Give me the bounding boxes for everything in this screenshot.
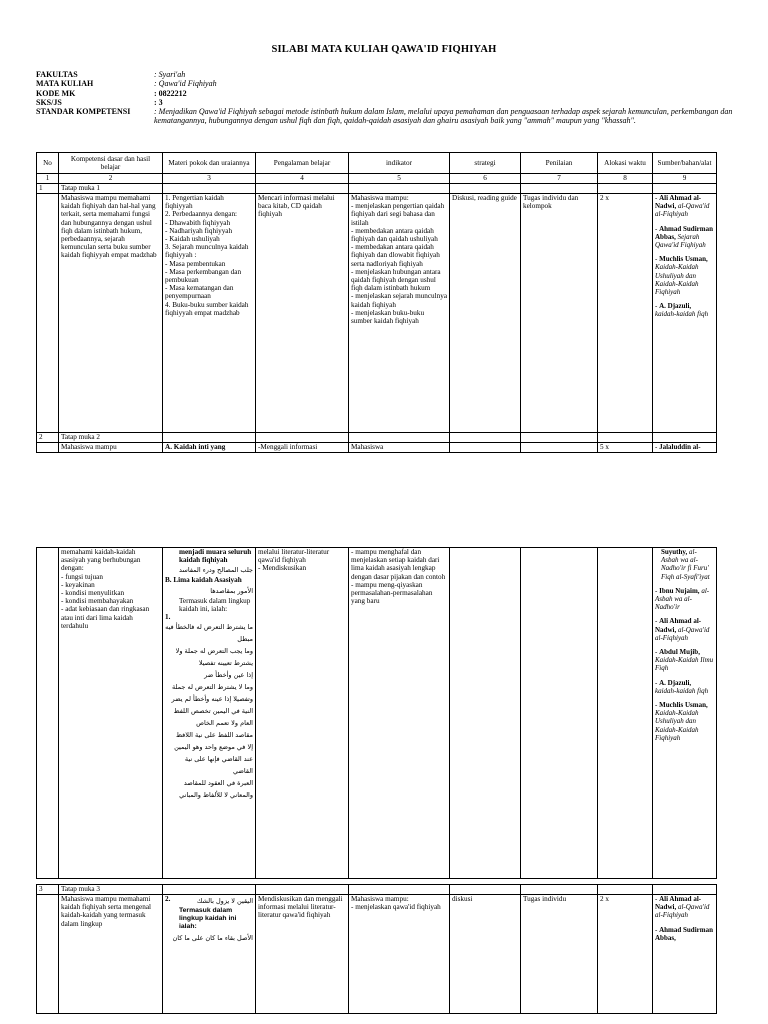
meeting-no: 1 — [37, 184, 59, 194]
reference: - Ahmad Sudirman Abbas, Sejarah Qawa'id Fiqhiyah — [655, 224, 713, 250]
alokasi-cell: 2 x — [598, 895, 653, 1014]
meta-value: : Syari'ah — [154, 70, 186, 79]
reference: - Ahmad Sudirman Abbas, — [655, 925, 713, 942]
meeting-2-start-row — [37, 443, 717, 453]
column-number: 1 — [37, 174, 59, 184]
indikator-cell — [349, 895, 450, 1014]
arabic-rule: إلا في موضع واحد وهو اليمين عند القاضي فإنها على نية القاضي — [174, 743, 253, 776]
header-strategi: strategi — [450, 153, 521, 174]
header-penilaian: Penilaian — [521, 153, 598, 174]
list-item: - kondisi membahayakan — [61, 597, 160, 605]
materi-heading — [165, 895, 253, 907]
materi-note: Termasuk dalam lingkup kaidah ini, ialah: — [179, 596, 251, 613]
reference: - A. Djazuli, kaidah-kaidah fiqh — [655, 302, 709, 319]
list-item: - Dhawabith fiqhiyyah — [165, 219, 253, 227]
header-pengalaman: Pengalaman belajar — [256, 153, 349, 174]
indikator-list — [351, 903, 447, 911]
column-number: 6 — [450, 174, 521, 184]
sumber-cell — [653, 895, 717, 1014]
reference-work: kaidah-kaidah fiqh — [655, 310, 709, 319]
reference: - Muchlis Usman, Kaidah-Kaidah Ushuliyah dan Kaidah-Kaidah Fiqhiyah — [655, 701, 708, 742]
reference: - Ali Ahmad al-Nadwi, al-Qawa'id al-Fiqhiyah — [655, 194, 710, 219]
materi-sublist — [165, 219, 253, 244]
indikator-list — [351, 548, 447, 605]
list-item: - Masa pembentukan — [165, 260, 253, 268]
list-item: - mampu menghafal dan menjelaskan setiap kaidah dari lima kaidah asasiyah lengkap dengan dasar pijakan dan contoh — [351, 548, 447, 581]
list-item: - membedakan antara qaidah fiqhiyah dan dlowabit fiqhiyah serta nadloriyah fiqhiyah — [351, 243, 447, 268]
arabic-rule: العبرة في العقود للمقاصد والمعاني لا للألفاظ والمباني — [179, 779, 253, 800]
reference-work: al-Qawa'id al-Fiqhiyah — [655, 903, 710, 920]
arabic-rule: النية في اليمين تخصص اللفظ العام ولا تعمم الخاص — [173, 707, 253, 728]
reference-author: A. Djazuli, — [659, 678, 692, 687]
strategi-cell: Diskusi, reading guide — [450, 194, 521, 433]
meta-faculty — [36, 70, 736, 79]
column-number: 5 — [349, 174, 450, 184]
penilaian-cell: Tugas individu — [521, 895, 598, 1014]
list-item: - mampu meng-qiyaskan permasalahan-permasalahan yang baru — [351, 581, 447, 606]
indikator-cell — [349, 194, 450, 433]
indikator-intro: Mahasiswa mampu: — [351, 194, 409, 202]
materi-number: 1. — [165, 613, 171, 622]
header-kompetensi: Kompetensi dasar dan hasil belajar — [59, 153, 163, 174]
reference-author: A. Djazuli, — [659, 302, 692, 311]
sumber-cell — [653, 548, 717, 879]
column-number: 9 — [653, 174, 717, 184]
materi-number: 2. — [165, 895, 171, 903]
reference: - Ali Ahmad al-Nadwi, al-Qawa'id al-Fiqhiyah — [655, 895, 710, 920]
arabic-rule: الأصل بقاء ما كان على ما كان — [172, 933, 253, 942]
reference-author: Abdul Mujib, — [659, 648, 700, 657]
list-item: - menjelaskan hubungan antara qaidah fiqhiyah dengan ushul fiqh dalam istinbath hukum — [351, 268, 447, 293]
arabic-rule: وما يجب التعرض له جملة ولا يشترط تعيينه تفصيلا — [175, 647, 253, 668]
reference-work: al-Qawa'id al-Fiqhiyah — [655, 625, 710, 642]
kompetensi-text: memahami kaidah-kaidah asasiyah yang berhubungan dengan: — [61, 548, 141, 573]
pengalaman-text: melalui literatur-literatur qawa'id fiqhiyah — [258, 548, 330, 565]
reference-work: al-Asbah wa al-Nadho'ir fi Furu' Fiqh al-Syafi'iyat — [661, 548, 710, 581]
kompetensi-list — [61, 573, 160, 630]
pengalaman-text: - Mendiskusikan — [258, 564, 307, 573]
meta-key: KODE MK — [36, 88, 76, 98]
alokasi-cell: 5 x — [598, 443, 653, 453]
list-item: - membedakan antara qaidah fiqhiyah dan qaidah ushuliyah — [351, 227, 447, 243]
arabic-rule: اليقين لا يزول بالشك — [196, 897, 253, 905]
list-item: - adat kebiasaan dan ringkasan atau inti dari lima kaidah terdahulu — [61, 605, 160, 630]
meta-value: : 3 — [154, 97, 163, 107]
list-item: - menjelaskan buku-buku sumber kaidah fiqhiyah — [351, 309, 447, 325]
penilaian-cell: Tugas individu dan kelompok — [521, 194, 598, 433]
arabic-rule: ما يشترط التعرض له فالخطأ فيه مبطل — [165, 623, 253, 644]
reference: - Abdul Mujib, Kaidah-Kaidah Ilmu Fiqh — [655, 648, 714, 673]
course-meta — [36, 70, 736, 126]
pengalaman-cell: -Menggali informasi — [256, 443, 349, 453]
syllabus-table-continued — [36, 547, 717, 879]
alokasi-cell: 2 x — [598, 194, 653, 433]
reference: - Ibnu Nujaim, al-Asbah wa al-Nadho'ir — [655, 586, 710, 612]
list-item: - Masa kematangan dan penyempurnaan — [165, 284, 253, 300]
reference-author: Ali Ahmad al-Nadwi, — [655, 895, 702, 912]
materi-item: 4. Buku-buku sumber kaidah fiqhiyyah empat madzhab — [165, 300, 249, 317]
meeting-1-content-row — [37, 194, 717, 433]
column-number: 4 — [256, 174, 349, 184]
column-number: 3 — [163, 174, 256, 184]
table-header-row — [37, 153, 717, 174]
reference: - A. Djazuli, kaidah-kaidah fiqh — [655, 678, 709, 695]
meta-value: : Qawa'id Fiqhiyah — [154, 79, 217, 89]
materi-text: B. Lima kaidah Asasiyah — [165, 576, 242, 585]
meeting-1-label-row — [37, 184, 717, 194]
kompetensi-cell: Mahasiswa mampu memahami kaidah fiqhiyah serta mengenal kaidah-kaidah yang termasuk dalam lingkup — [59, 895, 163, 1014]
pengalaman-cell: Mencari informasi melalui baca kitab, CD qaidah fiqhiyah — [256, 194, 349, 433]
reference: - Ali Ahmad al-Nadwi, al-Qawa'id al-Fiqhiyah — [655, 617, 710, 642]
syllabus-table-part-1 — [36, 152, 717, 453]
reference-author: Ahmad Sudirman Abbas, — [655, 224, 713, 241]
meeting-label: Tatap muka 1 — [59, 184, 163, 194]
arabic-rule: وما لا يشترط التعرض له جملة وتفصيلا إذا عينه وأخطأ لم يضر — [171, 683, 253, 704]
column-number: 2 — [59, 174, 163, 184]
materi-cell — [163, 895, 256, 1014]
list-item: - Masa perkembangan dan pembukuan — [165, 268, 253, 284]
reference-author: Ali Ahmad al-Nadwi, — [655, 617, 702, 634]
meeting-2-label-row — [37, 433, 717, 443]
header-sumber: Sumber/bahan/alat — [653, 153, 717, 174]
arabic-rule: إذا عين وأخطأ ضر — [204, 671, 253, 680]
reference-work: Kaidah-Kaidah Ushuliyah dan Kaidah-Kaidah Fiqhiyah — [655, 709, 699, 742]
syllabus-table-part-2 — [36, 547, 717, 879]
header-alokasi: Alokasi waktu — [598, 153, 653, 174]
sumber-cell — [653, 194, 717, 433]
header-materi: Materi pokok dan uraiannya — [163, 153, 256, 174]
list-item: - Nadhariyah fiqhiyyah — [165, 227, 253, 235]
column-number-row — [37, 174, 717, 184]
list-item: - fungsi tujuan — [61, 573, 160, 581]
materi-sublist — [165, 260, 253, 301]
reference-author: Ibnu Nujaim, — [659, 586, 700, 595]
reference-author: Suyuthy, — [661, 548, 688, 556]
meta-value: : Menjadikan Qawa'id Fiqhiyah sebagai metode istinbath hukum dalam Islam, melalui upaya pemahaman dan penguasaan terhadap aspek sejarah kemunculan, perkembangan dan kematangannya, hubungannya dengan ushul fiqh dan fiqh, qaidah-qaidah asasiyah dan ghairu asasiyah baik yang "ammah" maupun yang "khassah". — [154, 107, 733, 126]
list-item: - menjelaskan pengertian qaidah fiqhiyah dari segi bahasa dan istilah — [351, 202, 447, 227]
meeting-3-label-row — [37, 885, 717, 895]
meta-credits — [36, 98, 736, 107]
header-indikator: indikator — [349, 153, 450, 174]
materi-cell — [163, 194, 256, 433]
header-no: No — [37, 153, 59, 174]
meeting-label: Tatap muka 2 — [59, 433, 163, 443]
list-item: - menjelaskan qawa'id fiqhiyah — [351, 903, 447, 911]
meta-code — [36, 89, 736, 98]
pengalaman-cell: Mendiskusikan dan menggali informasi melalui literatur-literatur qawa'id fiqhiyah — [256, 895, 349, 1014]
meeting-2-content-row — [37, 548, 717, 879]
reference — [655, 548, 714, 581]
reference-author: Muchlis Usman, — [659, 701, 708, 710]
indikator-list — [351, 202, 447, 325]
syllabus-table — [36, 152, 717, 453]
reference-work: al-Qawa'id al-Fiqhiyah — [655, 202, 710, 219]
materi-note: Termasuk dalam lingkup kaidah ini ialah: — [179, 907, 237, 931]
reference-work: Kaidah-Kaidah Ilmu Fiqh — [655, 656, 714, 673]
meta-key: SKS/JS — [36, 97, 62, 107]
materi-item: 1. Pengertian kaidah fiqhiyyah — [165, 194, 224, 211]
meta-key: FAKULTAS — [36, 70, 78, 79]
reference-author: Muchlis Usman, — [659, 255, 708, 264]
arabic-rule: جلب المصالح ودرء المفاسد — [179, 566, 253, 575]
arabic-rule: مقاصد اللفظ على نية اللافظ — [176, 731, 253, 740]
meta-competency — [36, 107, 736, 126]
reference: - Muchlis Usman, Kaidah-Kaidah Ushuliyah dan Kaidah-Kaidah Fiqhiyah — [655, 255, 708, 297]
column-number: 8 — [598, 174, 653, 184]
reference-work: Kaidah-Kaidah Ushuliyah dan Kaidah-Kaidah Fiqhiyah — [655, 263, 699, 297]
list-item: - Kaidah ushuliyah — [165, 235, 253, 243]
materi-item: 2. Perbedaannya dengan: — [165, 210, 238, 219]
sumber-cell: - Jalaluddin al- — [653, 443, 717, 453]
arabic-rule: الأمور بمقاصدها — [210, 586, 253, 595]
pengalaman-cell — [256, 548, 349, 879]
syllabus-table-meeting-3 — [36, 884, 717, 1014]
kompetensi-cell: Mahasiswa mampu memahami kaidah fiqhiyah dan hal-hal yang terkait, serta memahami fungsi dan hubungannya dengan ushul fiqh dalam istinbath hukum, perbedaannya, sejarah kemunculan serta buku sumber kaidah fiqhiyyah empat madzhab — [59, 194, 163, 433]
reference-author: Ahmad Sudirman Abbas, — [655, 925, 713, 942]
materi-text: menjadi muara seluruh kaidah fiqhiyah — [179, 548, 252, 565]
list-item: - kondisi menyulitkan — [61, 589, 160, 597]
list-item: - keyakinan — [61, 581, 160, 589]
materi-item: 3. Sejarah munculnya kaidah fiqhiyyah : — [165, 243, 249, 260]
reference-work: al-Asbah wa al-Nadho'ir — [655, 586, 710, 612]
indikator-cell: Mahasiswa — [349, 443, 450, 453]
list-item: - menjelaskan sejarah munculnya kaidah fiqhiyah — [351, 292, 447, 308]
indikator-intro: Mahasiswa mampu: — [351, 895, 409, 903]
column-number: 7 — [521, 174, 598, 184]
reference-work: kaidah-kaidah fiqh — [655, 686, 709, 695]
kompetensi-cell: Mahasiswa mampu — [59, 443, 163, 453]
reference-author: Jalaluddin al- — [659, 443, 701, 451]
reference-work: Sejarah Qawa'id Fiqhiyah — [655, 232, 706, 250]
materi-cell — [163, 548, 256, 879]
meeting-label: Tatap muka 3 — [59, 885, 163, 895]
meta-key: MATA KULIAH — [36, 79, 94, 89]
meeting-no: 2 — [37, 433, 59, 443]
indikator-cell — [349, 548, 450, 879]
meeting-3-content-row — [37, 895, 717, 1014]
meta-value: : 0822212 — [154, 88, 187, 98]
reference-author: Ali Ahmad al-Nadwi, — [655, 194, 702, 211]
materi-cell: A. Kaidah inti yang — [163, 443, 256, 453]
strategi-cell: diskusi — [450, 895, 521, 1014]
kompetensi-cell — [59, 548, 163, 879]
meeting-no: 3 — [37, 885, 59, 895]
document-title: SILABI MATA KULIAH QAWA'ID FIQHIYAH — [271, 44, 497, 55]
meta-key: STANDAR KOMPETENSI — [36, 107, 131, 117]
meta-course — [36, 79, 736, 88]
syllabus-table-part-3 — [36, 884, 717, 1014]
